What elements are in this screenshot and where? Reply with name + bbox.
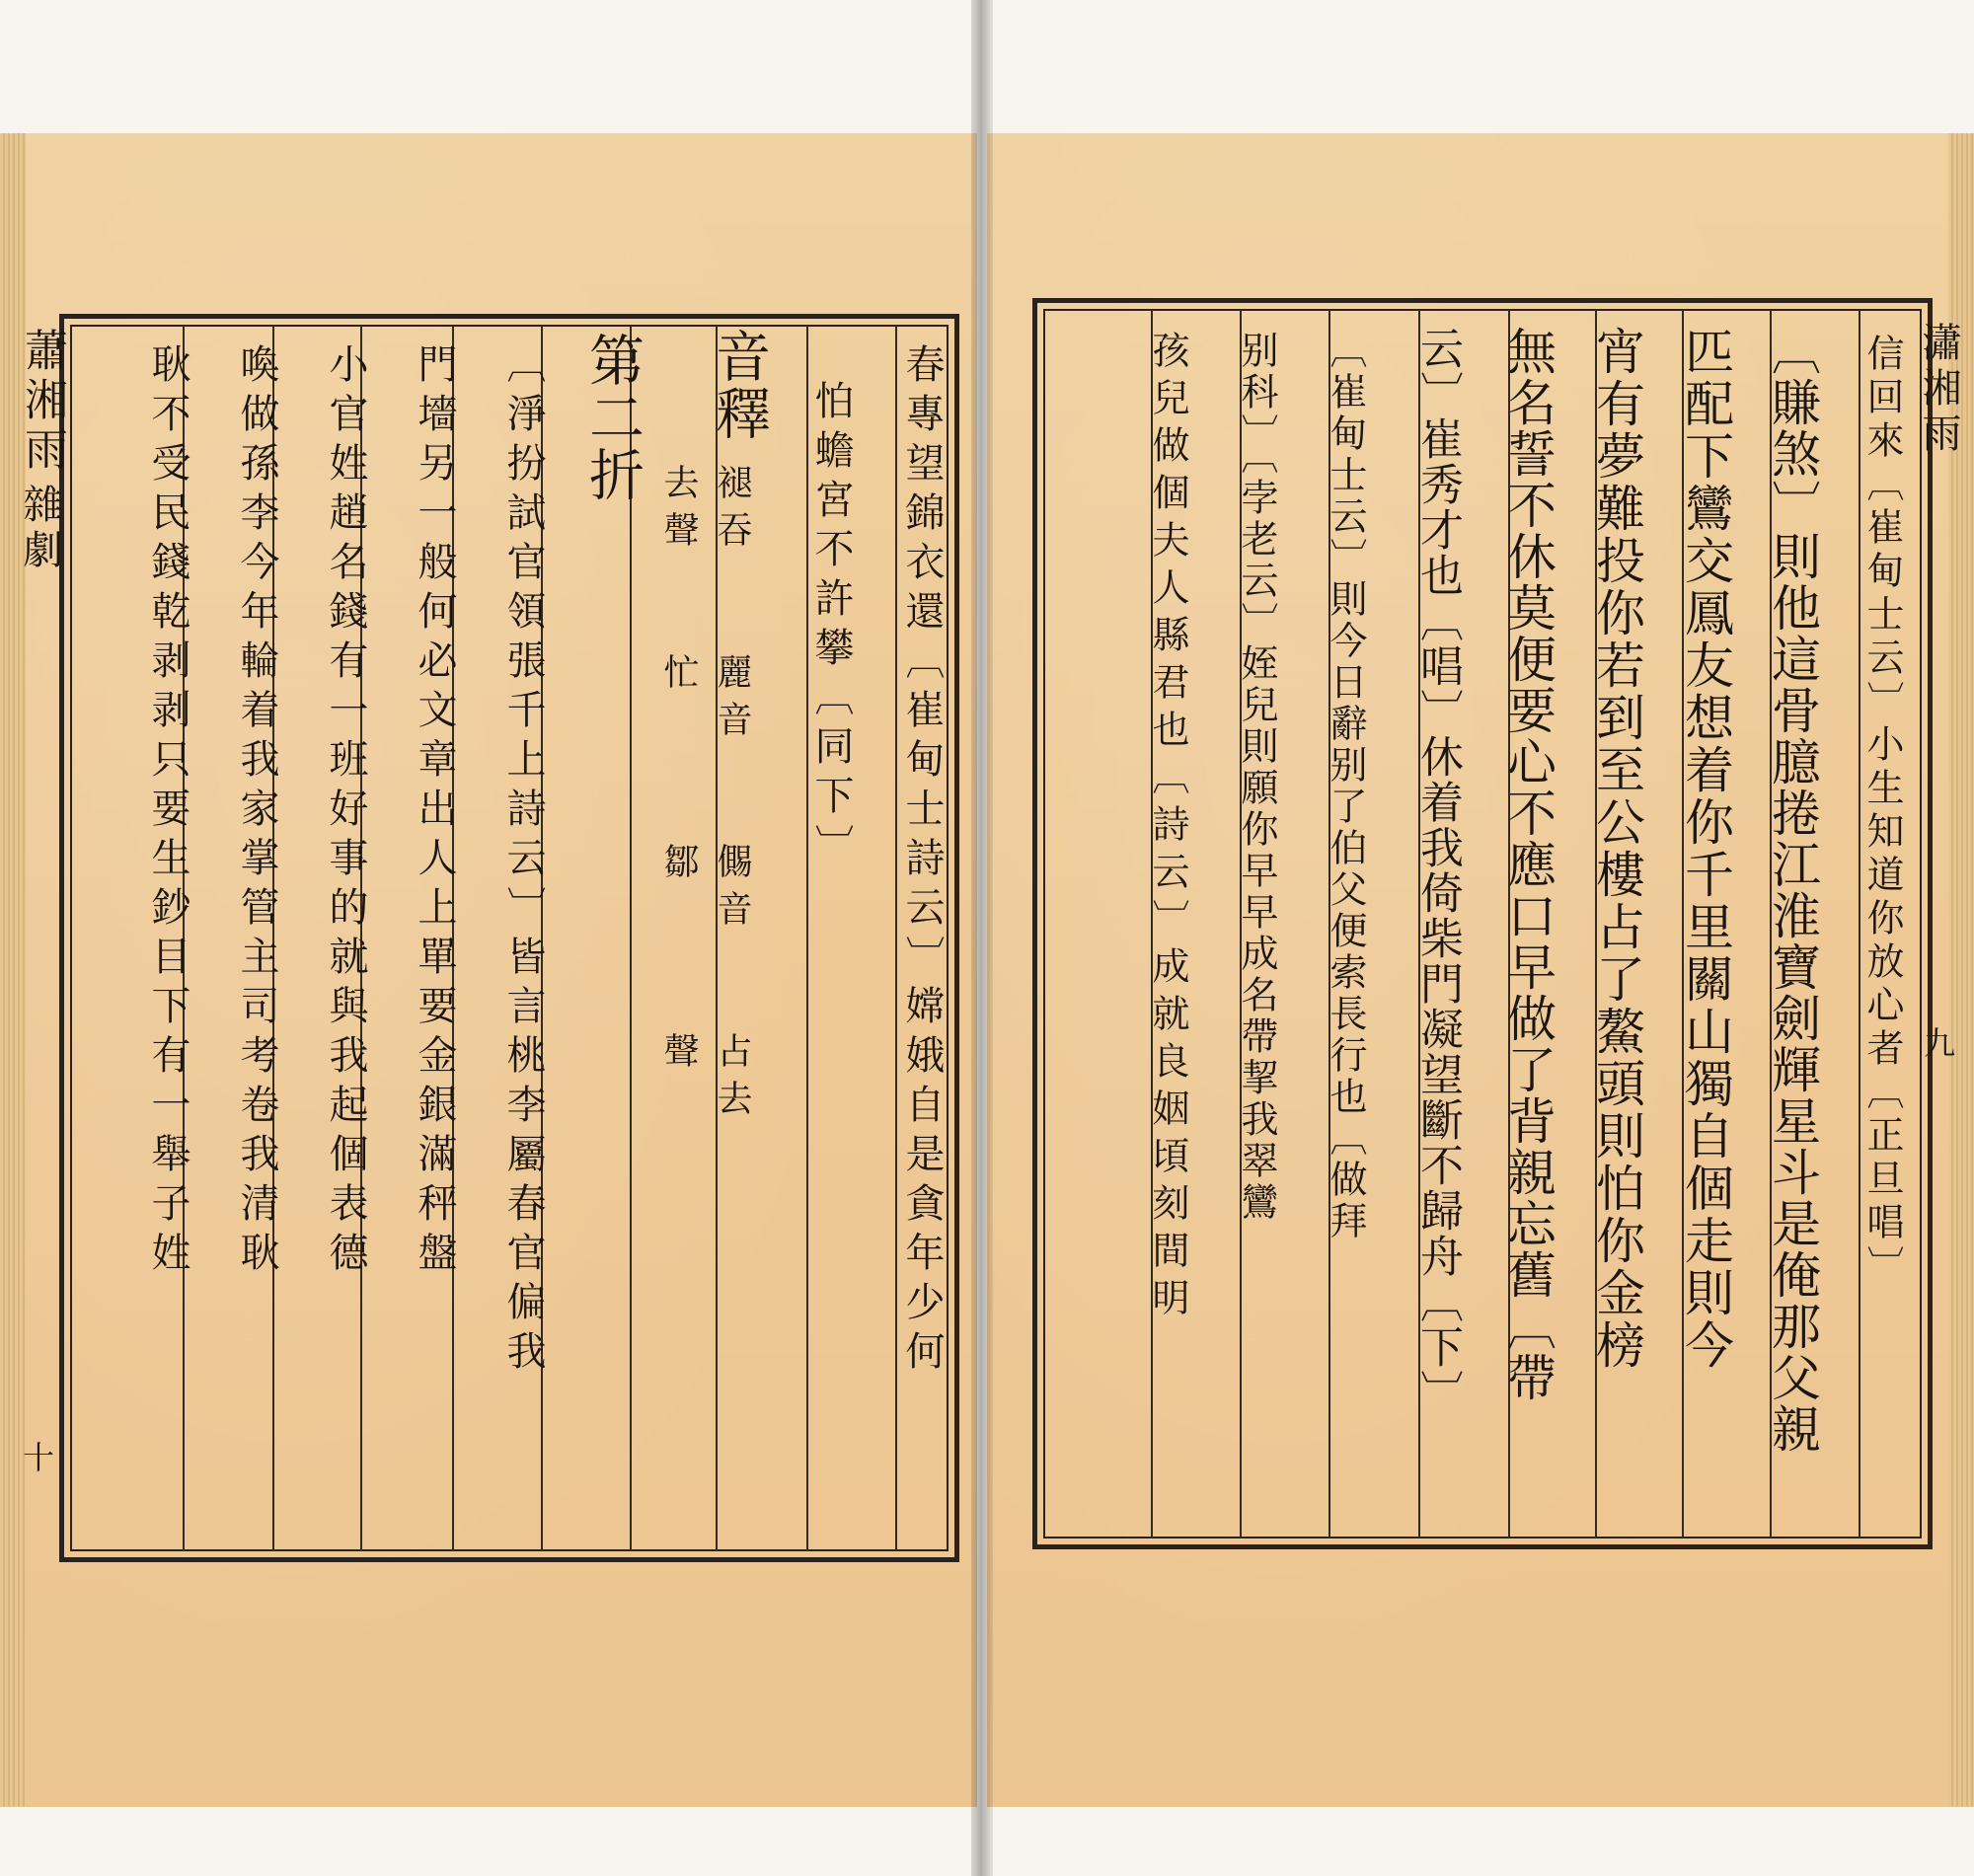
right-column-3: 匹配下鸞交鳳友想着你千里關山獨自個走則今 [1677,326,1734,1372]
left-column-1: 春專望錦衣還〔崔甸士詩云〕嫦娥自是貪年少何 [899,343,945,1380]
yinshi-heading: 音釋 [707,328,771,442]
right-column-2: 〔賺煞〕則他這骨臆捲江淮寶劍輝星斗是俺那父親 [1764,326,1821,1455]
right-column-9: 孩兒做個夫人縣君也〔詩云〕成就良姻頃刻間明 [1146,331,1189,1325]
left-folio-number: 十 [18,1441,55,1472]
left-margin-title: 蕭湘雨 [17,328,67,476]
left-column-2: 怕蟾宮不許攀〔同下〕 [808,380,854,873]
right-margin-title: 瀟湘雨 [1916,322,1961,458]
left-column-8: 門墻另一般何必文章出人上單要金銀滿秤盤 [412,343,457,1281]
right-folio-number: 九 [1919,1026,1956,1058]
left-column-11: 耿不受民錢乾剥剥只要生鈔目下有一舉子姓 [145,343,190,1281]
chapter-heading: 第二折 [580,332,645,503]
right-column-4: 宵有夢難投你若到至公樓占了鰲頭則怕你金榜 [1588,326,1645,1372]
left-margin-subtitle: 雜劇 [17,484,62,574]
yinshi-note-row-1: 褪吞 麗音 儩音 占去 [712,464,752,1127]
right-column-6: 云〕崔秀才也〔唱〕休着我倚柴門凝望斷不歸舟〔下〕 [1412,326,1463,1415]
left-column-10: 喚做孫李今年輪着我家掌管主司考卷我清耿 [234,343,279,1281]
left-column-7: 〔淨扮試官領張千上詩云〕皆言桃李屬春官偏我 [500,343,546,1380]
yinshi-note-row-2: 去聲 忙 鄒 聲 [658,464,699,1080]
right-column-7: 〔崔甸士云〕則今日辭别了伯父便索長行也〔做拜 [1324,331,1367,1242]
right-page [987,0,1974,1876]
left-page [0,0,977,1876]
right-column-5: 無名誓不休莫便要心不應口早做了背親忘舊〔帶 [1499,326,1556,1403]
right-column-1: 信回來〔崔甸士云〕小生知道你放心者〔正旦唱〕 [1860,334,1904,1289]
left-column-9: 小官姓趙名錢有一班好事的就與我起個表德 [323,343,368,1281]
book-gutter [971,0,993,1876]
right-column-8: 别科〕〔孛老云〕姪兒則願你早早成名帶挈我翠鸞 [1235,331,1278,1224]
